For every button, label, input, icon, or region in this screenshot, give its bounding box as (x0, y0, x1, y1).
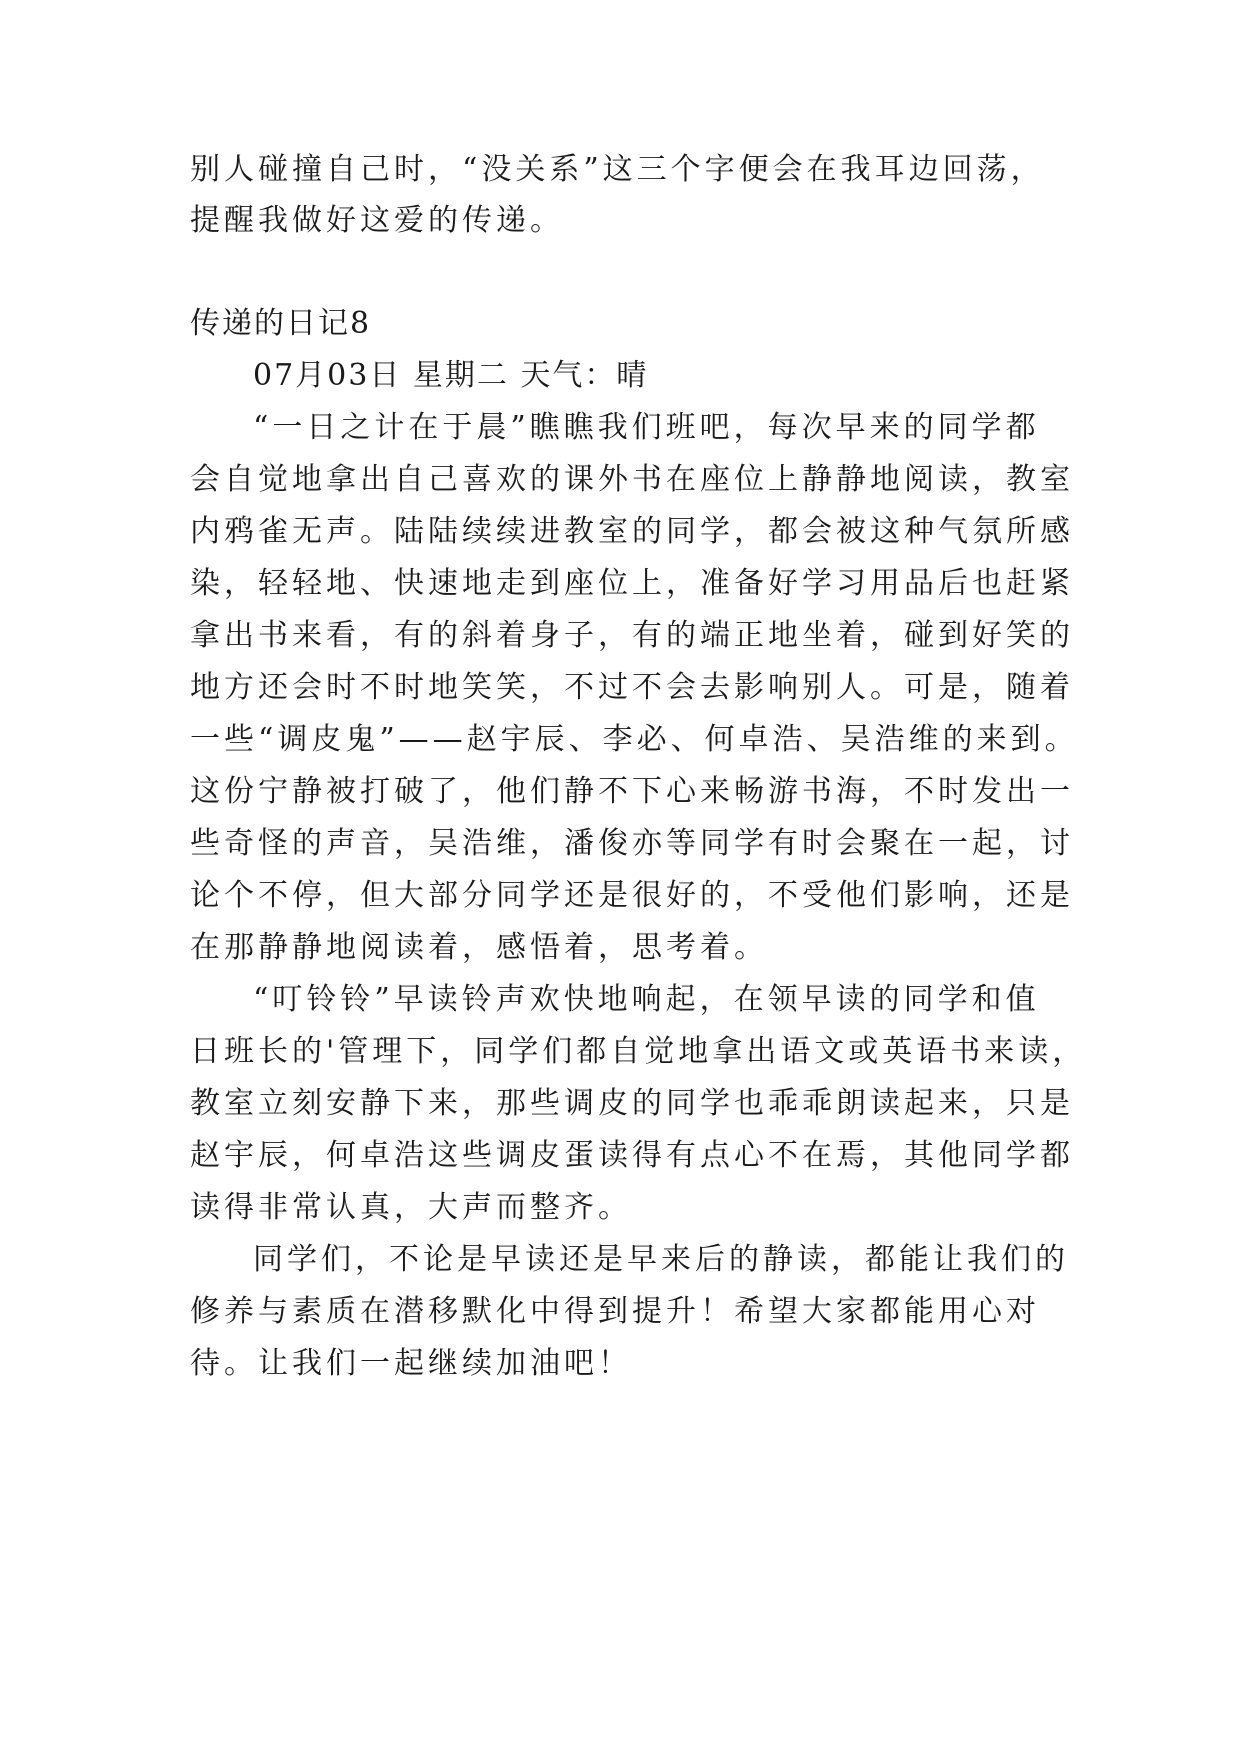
paragraph1-line: 染，轻轻地、快速地走到座位上，准备好学习用品后也赶紧 (190, 566, 1074, 601)
paragraph3-line: 修养与素质在潜移默化中得到提升！希望大家都能用心对 (190, 1294, 1040, 1329)
paragraph2-line: 读得非常认真，大声而整齐。 (190, 1190, 632, 1225)
paragraph2-line: 赵宇辰，何卓浩这些调皮蛋读得有点心不在焉，其他同学都 (190, 1138, 1074, 1173)
paragraph2-line: 日班长的'管理下，同学们都自觉地拿出语文或英语书来读， (190, 1034, 1087, 1069)
section-title: 传递的日记8 (190, 306, 372, 341)
paragraph1-line: 地方还会时不时地笑笑，不过不会去影响别人。可是，随着 (190, 670, 1074, 705)
paragraph1-line: 在那静静地阅读着，感悟着，思考着。 (190, 930, 768, 965)
paragraph3-line: 待。让我们一起继续加油吧！ (190, 1346, 632, 1381)
paragraph1-line: 内鸦雀无声。陆陆续续进教室的同学，都会被这种气氛所感 (190, 514, 1074, 549)
intro-line-1: 别人碰撞自己时，“没关系”这三个字便会在我耳边回荡， (190, 152, 1045, 187)
paragraph2-line: “叮铃铃”早读铃声欢快地响起，在领早读的同学和值 (253, 982, 1040, 1017)
intro-line-2: 提醒我做好这爱的传递。 (190, 203, 564, 238)
paragraph1-line: 这份宁静被打破了，他们静不下心来畅游书海，不时发出一 (190, 774, 1074, 809)
date-line: 07月03日 星期二 天气：晴 (253, 358, 649, 393)
paragraph1-line: 拿出书来看，有的斜着身子，有的端正地坐着，碰到好笑的 (190, 618, 1074, 653)
paragraph3-line: 同学们，不论是早读还是早来后的静读，都能让我们的 (253, 1242, 1069, 1277)
paragraph1-line: 些奇怪的声音，吴浩维，潘俊亦等同学有时会聚在一起，讨 (190, 826, 1074, 861)
paragraph1-line: “一日之计在于晨”瞧瞧我们班吧，每次早来的同学都 (253, 410, 1040, 445)
paragraph1-line: 一些“调皮鬼”——赵宇辰、李必、何卓浩、吴浩维的来到。 (190, 722, 1079, 757)
paragraph1-line: 会自觉地拿出自己喜欢的课外书在座位上静静地阅读，教室 (190, 462, 1074, 497)
paragraph1-line: 论个不停，但大部分同学还是很好的，不受他们影响，还是 (190, 878, 1074, 913)
paragraph2-line: 教室立刻安静下来，那些调皮的同学也乖乖朗读起来，只是 (190, 1086, 1074, 1121)
